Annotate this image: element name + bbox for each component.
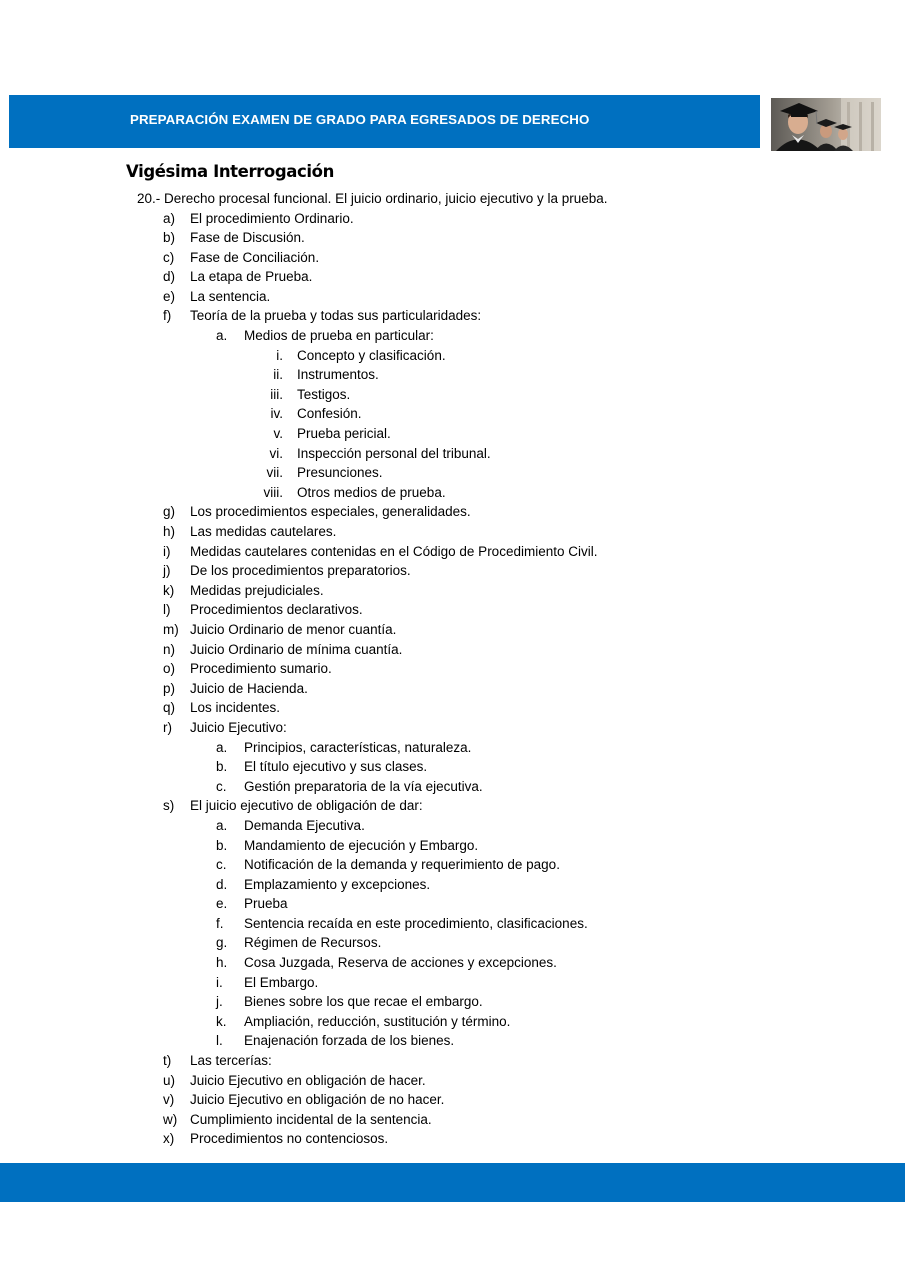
item-marker: l. xyxy=(216,1033,223,1049)
item-text: El título ejecutivo y sus clases. xyxy=(244,759,428,775)
item-marker: v) xyxy=(163,1092,175,1108)
item-marker: k) xyxy=(163,582,175,598)
item-marker: h. xyxy=(216,955,228,971)
item-marker: t) xyxy=(163,1053,172,1069)
item-text: Notificación de la demanda y requerimiento de pago. xyxy=(244,857,560,873)
outline-subsubitem xyxy=(0,424,905,444)
outline-subitem xyxy=(0,1012,905,1032)
item-text: El procedimiento Ordinario. xyxy=(190,210,354,226)
item-marker: x) xyxy=(163,1131,175,1147)
item-marker: k. xyxy=(216,1013,227,1029)
item-text: Cumplimiento incidental de la sentencia. xyxy=(190,1111,432,1127)
outline-item xyxy=(0,1051,905,1071)
item-text: Régimen de Recursos. xyxy=(244,935,382,951)
item-marker: c) xyxy=(163,249,175,265)
outline-item xyxy=(0,248,905,268)
outline-item xyxy=(0,267,905,287)
item-text: Las medidas cautelares. xyxy=(190,524,337,539)
outline-subitem xyxy=(0,953,905,973)
item-marker: e. xyxy=(216,896,228,912)
item-marker: e) xyxy=(163,288,176,304)
outline-subitem xyxy=(0,875,905,895)
item-marker: m) xyxy=(163,621,179,637)
item-marker: vi. xyxy=(269,445,283,461)
outline-item xyxy=(0,1110,905,1130)
item-text: Medidas prejudiciales. xyxy=(190,582,324,598)
item-text: Juicio Ordinario de mínima cuantía. xyxy=(190,641,403,657)
item-marker: b) xyxy=(163,230,176,246)
outline-subitem xyxy=(0,933,905,953)
outline-item xyxy=(0,209,905,229)
item-marker: a. xyxy=(216,739,228,755)
outline-subitem xyxy=(0,836,905,856)
outline-subsubitem xyxy=(0,463,905,483)
outline-item xyxy=(0,718,905,738)
item-marker: f. xyxy=(216,915,224,931)
item-text: Emplazamiento y excepciones. xyxy=(244,876,431,892)
outline-item xyxy=(0,640,905,660)
item-marker: f) xyxy=(163,308,172,324)
outline-item xyxy=(0,796,905,816)
outline-subitem xyxy=(0,894,905,914)
item-marker: a. xyxy=(216,817,228,833)
item-text: Ampliación, reducción, sustitución y término. xyxy=(244,1013,511,1029)
item-text: Los incidentes. xyxy=(190,700,281,716)
outline-subitem xyxy=(0,777,905,797)
item-marker: o) xyxy=(163,661,176,677)
item-marker: iv. xyxy=(270,406,283,422)
outline-item xyxy=(0,659,905,679)
outline-item xyxy=(0,679,905,699)
item-text: Juicio Ejecutivo: xyxy=(190,719,287,735)
header-banner xyxy=(9,95,760,148)
outline-item xyxy=(0,581,905,601)
outline-item xyxy=(0,600,905,620)
item-marker: h) xyxy=(163,524,176,539)
item-marker: c. xyxy=(216,857,227,873)
outline-item xyxy=(0,522,905,542)
item-text: Testigos. xyxy=(297,386,351,402)
item-text: Teoría de la prueba y todas sus particularidades: xyxy=(190,308,482,324)
item-text: Procedimientos no contenciosos. xyxy=(190,1131,389,1147)
item-text: De los procedimientos preparatorios. xyxy=(190,563,411,579)
outline-item xyxy=(0,1090,905,1110)
item-marker: d. xyxy=(216,876,228,892)
item-text: Presunciones. xyxy=(297,465,383,481)
item-marker: viii. xyxy=(263,484,283,500)
outline-item xyxy=(0,502,905,522)
outline-subsubitem xyxy=(0,365,905,385)
item-text: La etapa de Prueba. xyxy=(190,269,313,285)
outline-item xyxy=(0,1129,905,1149)
topic-outline xyxy=(0,209,905,1150)
outline-item xyxy=(0,698,905,718)
outline-subitem xyxy=(0,992,905,1012)
item-text: Inspección personal del tribunal. xyxy=(297,445,491,461)
item-text: Juicio Ordinario de menor cuantía. xyxy=(190,621,397,637)
item-text: Procedimiento sumario. xyxy=(190,661,332,677)
outline-item xyxy=(0,1071,905,1091)
item-text: Sentencia recaída en este procedimiento, clasificaciones. xyxy=(244,915,588,931)
item-marker: i. xyxy=(276,347,283,363)
item-text: Las tercerías: xyxy=(190,1053,272,1069)
item-marker: j) xyxy=(163,563,171,579)
item-text: Mandamiento de ejecución y Embargo. xyxy=(244,837,479,853)
item-text: Fase de Conciliación. xyxy=(190,249,320,265)
item-text: Gestión preparatoria de la vía ejecutiva. xyxy=(244,778,483,794)
item-marker: a) xyxy=(163,210,176,226)
header-title: PREPARACIÓN EXAMEN DE GRADO PARA EGRESADOS DE DERECHO xyxy=(130,112,590,127)
graduates-photo xyxy=(771,98,881,151)
item-text: Juicio Ejecutivo en obligación de no hacer. xyxy=(190,1092,445,1108)
item-text: El juicio ejecutivo de obligación de dar: xyxy=(190,798,423,814)
item-text: Fase de Discusión. xyxy=(190,230,305,246)
item-marker: j. xyxy=(216,994,223,1010)
item-marker: g. xyxy=(216,935,228,951)
item-text: Juicio de Hacienda. xyxy=(190,680,308,696)
item-marker: d) xyxy=(163,269,176,285)
item-marker: ii. xyxy=(273,367,283,383)
question-intro: 20.- Derecho procesal funcional. El juicio ordinario, juicio ejecutivo y la prueba. xyxy=(137,191,608,206)
outline-item xyxy=(0,287,905,307)
footer-banner xyxy=(0,1163,905,1202)
item-marker: q) xyxy=(163,700,176,716)
outline-subitem xyxy=(0,855,905,875)
outline-subsubitem xyxy=(0,444,905,464)
item-text: Concepto y clasificación. xyxy=(297,347,446,363)
outline-item xyxy=(0,542,905,562)
item-text: Prueba pericial. xyxy=(297,426,391,442)
item-marker: b. xyxy=(216,837,228,853)
item-marker: l) xyxy=(163,602,171,618)
item-text: Medios de prueba en particular: xyxy=(244,328,434,344)
outline-subitem xyxy=(0,738,905,758)
outline-subitem xyxy=(0,914,905,934)
outline-item xyxy=(0,228,905,248)
outline-subsubitem xyxy=(0,346,905,366)
outline-item xyxy=(0,620,905,640)
item-marker: c. xyxy=(216,778,227,794)
outline-subitem xyxy=(0,973,905,993)
section-title: Vigésima Interrogación xyxy=(126,162,334,181)
outline-subsubitem xyxy=(0,404,905,424)
item-text: Principios, características, naturaleza. xyxy=(244,739,472,755)
item-text: Instrumentos. xyxy=(297,367,379,383)
item-marker: v. xyxy=(273,426,283,442)
item-text: Cosa Juzgada, Reserva de acciones y excepciones. xyxy=(244,955,557,971)
item-marker: n) xyxy=(163,641,176,657)
item-marker: b. xyxy=(216,759,228,775)
outline-subitem xyxy=(0,326,905,346)
outline-subsubitem xyxy=(0,385,905,405)
item-text: Confesión. xyxy=(297,406,362,422)
outline-subitem xyxy=(0,816,905,836)
item-text: Prueba xyxy=(244,896,288,912)
item-marker: g) xyxy=(163,504,176,520)
item-marker: w) xyxy=(163,1111,178,1127)
item-marker: i. xyxy=(216,974,223,990)
outline-item xyxy=(0,561,905,581)
item-marker: a. xyxy=(216,328,228,344)
item-text: Juicio Ejecutivo en obligación de hacer. xyxy=(190,1072,426,1088)
item-text: Enajenación forzada de los bienes. xyxy=(244,1033,455,1049)
item-marker: iii. xyxy=(270,386,283,402)
item-text: Procedimientos declarativos. xyxy=(190,602,363,618)
item-text: Los procedimientos especiales, generalidades. xyxy=(190,504,471,520)
graduates-image xyxy=(771,98,881,151)
outline-item xyxy=(0,306,905,326)
outline-subitem xyxy=(0,757,905,777)
item-marker: u) xyxy=(163,1072,176,1088)
item-text: Bienes sobre los que recae el embargo. xyxy=(244,994,483,1010)
item-marker: i) xyxy=(163,543,171,559)
item-marker: vii. xyxy=(266,465,283,481)
item-text: Demanda Ejecutiva. xyxy=(244,817,365,833)
item-marker: s) xyxy=(163,798,175,814)
outline-subsubitem xyxy=(0,483,905,503)
item-marker: p) xyxy=(163,680,176,696)
item-text: La sentencia. xyxy=(190,288,271,304)
item-text: Otros medios de prueba. xyxy=(297,484,446,500)
item-text: El Embargo. xyxy=(244,974,319,990)
item-text: Medidas cautelares contenidas en el Código de Procedimiento Civil. xyxy=(190,543,598,559)
outline-subitem xyxy=(0,1031,905,1051)
item-marker: r) xyxy=(163,719,172,735)
